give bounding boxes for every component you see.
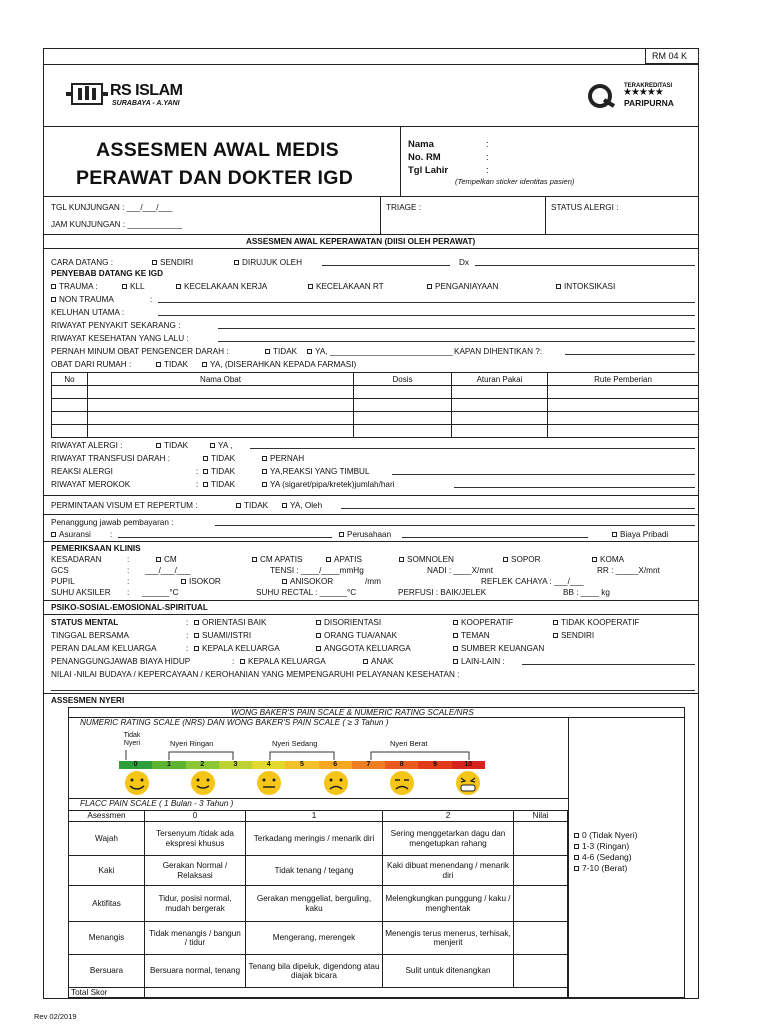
cm-apatis-option[interactable]: CM APATIS	[252, 556, 302, 564]
reaksi-tidak[interactable]: TIDAK	[203, 468, 235, 476]
colon: :	[186, 631, 189, 640]
row-score-1[interactable]: Terkadang meringis / menarik diri	[246, 822, 383, 856]
colon: :	[486, 165, 489, 176]
table-row	[69, 822, 568, 856]
row-score-0[interactable]: Tidak menangis / bangun / tidur	[145, 922, 246, 955]
flacc-col-1: 1	[246, 811, 383, 822]
refleks-field[interactable]: REFLEK CAHAYA : ___/___	[481, 577, 584, 586]
pembayaran-label: Penanggung jawab pembayaran :	[51, 518, 174, 527]
tidak-kooperatif-option[interactable]: TIDAK KOOPERATIF	[553, 619, 640, 627]
merokok-tidak[interactable]: TIDAK	[203, 481, 235, 489]
penganiayaan-option[interactable]: PENGANIAYAAN	[427, 283, 498, 291]
divider	[43, 614, 699, 615]
cara-datang-label: CARA DATANG :	[51, 258, 114, 267]
pj-lain-field[interactable]	[522, 657, 695, 665]
koma-option[interactable]: KOMA	[592, 556, 624, 564]
dirujuk-field[interactable]	[322, 258, 450, 266]
pengencer-ya[interactable]: YA, ___________________________	[307, 348, 453, 356]
legend-item[interactable]: 0 (Tidak Nyeri)	[574, 830, 637, 841]
legend-item[interactable]: 7-10 (Berat)	[574, 863, 637, 874]
hospital-logo-icon	[66, 80, 108, 108]
table-row	[69, 955, 568, 988]
row-name: Menangis	[69, 922, 145, 955]
table-row	[69, 922, 568, 955]
non-trauma-field[interactable]	[158, 295, 695, 303]
apatis-option[interactable]: APATIS	[326, 556, 362, 564]
alergi-ya[interactable]: YA ,	[210, 442, 232, 450]
riwayat-alergi-label: RIWAYAT ALERGI :	[51, 441, 123, 450]
nrs-bar	[119, 761, 485, 769]
tgl-kunjungan: TGL KUNJUNGAN : ___/___/___	[51, 203, 173, 212]
keluhan-field[interactable]	[158, 308, 695, 316]
row-nilai[interactable]	[514, 922, 568, 955]
trauma-option[interactable]: TRAUMA :	[51, 283, 98, 291]
perusahaan-option[interactable]: Perusahaan	[339, 531, 391, 539]
face-hurt-icon	[390, 771, 414, 795]
perusahaan-field[interactable]	[402, 530, 588, 538]
alergi-field[interactable]	[250, 441, 695, 449]
pj-label: PENANGGUNGJAWAB BIAYA HIDUP	[51, 657, 191, 666]
nilai-label: NILAI -NILAI BUDAYA / KEPERCAYAAN / KEROHANIAN YANG MEMPENGARUHI PELAYANAN KESEHATAN :	[51, 670, 460, 679]
flacc-table	[68, 810, 568, 999]
nrs-cell: 2	[186, 761, 219, 769]
patient-norm-label: No. RM	[408, 152, 441, 163]
obat-col-rute: Rute Pemberian	[548, 373, 699, 386]
asuransi-field[interactable]	[118, 530, 332, 538]
section-keperawatan: ASSESMEN AWAL KEPERAWATAN (DIISI OLEH PERAWAT)	[246, 237, 476, 246]
jam-kunjungan: JAM KUNJUNGAN : ____________	[51, 220, 183, 229]
divider	[568, 717, 569, 998]
colon: :	[186, 644, 189, 653]
obat-col-dosis: Dosis	[354, 373, 452, 386]
obat-ya[interactable]: YA, (DISERAHKAN KEPADA FARMASI)	[202, 361, 356, 369]
colon: :	[127, 555, 130, 564]
nrs-cell: 0	[119, 761, 152, 769]
kll-option[interactable]: KLL	[122, 283, 145, 291]
pengencer-tidak[interactable]: TIDAK	[265, 348, 297, 356]
intoksikasi-option[interactable]: INTOKSIKASI	[556, 283, 615, 291]
divider	[43, 234, 699, 235]
face-neutral-icon	[257, 771, 281, 795]
suami-option[interactable]: SUAMI/ISTRI	[194, 632, 251, 640]
penyebab-title: PENYEBAB DATANG KE IGD	[51, 269, 164, 278]
visum-label: PERMINTAAN VISUM ET REPERTUM :	[51, 501, 198, 510]
divider	[43, 600, 699, 601]
obat-col-nama: Nama Obat	[88, 373, 354, 386]
nyeri-legend	[574, 830, 637, 874]
table-row	[69, 886, 568, 922]
row-score-2[interactable]: Sering menggetarkan dagu dan mengetupkan rahang	[383, 822, 514, 856]
kapan-label: KAPAN DIHENTIKAN ?:	[454, 347, 543, 356]
row-score-2[interactable]: Kaki dibuat menendang / menarik diri	[383, 856, 514, 886]
page-title-line1: ASSESMEN AWAL MEDIS	[96, 139, 339, 161]
suhu-rectal-field[interactable]: SUHU RECTAL : ______°C	[256, 588, 357, 597]
page-title-line2: PERAWAT DAN DOKTER IGD	[76, 167, 354, 189]
accreditation-logo-icon	[586, 84, 618, 108]
row-score-0[interactable]: Tersenyum /tidak ada ekspresi khusus	[145, 822, 246, 856]
colon: :	[127, 588, 130, 597]
gcs-label: GCS	[51, 566, 69, 575]
transfusi-label: RIWAYAT TRANSFUSI DARAH :	[51, 454, 171, 463]
nrs-cell: 8	[385, 761, 418, 769]
flacc-col-nilai: Nilai	[514, 811, 568, 822]
row-score-1[interactable]: Tenang bila dipeluk, digendong atau diajak bicara	[246, 955, 383, 988]
colon: :	[232, 657, 235, 666]
reaksi-ya[interactable]: YA,REAKSI YANG TIMBUL	[262, 468, 370, 476]
pj-lain-option[interactable]: LAIN-LAIN :	[453, 658, 505, 666]
disorientasi-option[interactable]: DISORIENTASI	[316, 619, 381, 627]
suhu-aksiler-field[interactable]: ______°C	[142, 588, 179, 597]
visum-tidak[interactable]: TIDAK	[236, 502, 268, 510]
colon: :	[486, 139, 489, 150]
nrs-cell: 4	[252, 761, 285, 769]
kesadaran-label: KESADARAN	[51, 555, 102, 564]
accreditation-line2: PARIPURNA	[624, 98, 674, 108]
patient-nama-label: Nama	[408, 139, 434, 150]
row-score-2[interactable]: Melengkungkan punggung / kaku / menghentak	[383, 886, 514, 922]
colon: :	[186, 618, 189, 627]
colon: :	[150, 295, 153, 304]
row-name: Aktifitas	[69, 886, 145, 922]
divider	[43, 64, 699, 65]
nrs-cell: 6	[319, 761, 352, 769]
merokok-label: RIWAYAT MEROKOK	[51, 480, 131, 489]
perfusi-field[interactable]: PERFUSI : BAIK/JELEK	[398, 588, 487, 597]
reaksi-label: REAKSI ALERGI	[51, 467, 113, 476]
form-code: RM 04 K	[652, 51, 688, 61]
colon: :	[127, 577, 130, 586]
flacc-col-asessmen: Asessmen	[69, 811, 145, 822]
rps-label: RIWAYAT PENYAKIT SEKARANG :	[51, 321, 181, 330]
divider	[400, 126, 401, 196]
divider	[43, 514, 699, 515]
nyeri-ringan-label: Nyeri Ringan	[170, 739, 214, 748]
klinis-title: PEMERIKSAAN KLINIS	[51, 544, 141, 553]
table-row	[69, 988, 568, 999]
face-crying-icon	[456, 771, 480, 795]
kapan-field[interactable]	[565, 347, 695, 355]
obat-tidak[interactable]: TIDAK	[156, 361, 188, 369]
colon: :	[110, 530, 113, 539]
transfusi-tidak[interactable]: TIDAK	[203, 455, 235, 463]
nrs-cell: 9	[418, 761, 451, 769]
row-nilai[interactable]	[514, 955, 568, 988]
colon: :	[196, 480, 199, 489]
mm-label: /mm	[365, 577, 381, 586]
alergi-tidak[interactable]: TIDAK	[156, 442, 188, 450]
bb-field[interactable]: BB : ____ kg	[563, 588, 610, 597]
flacc-title: FLACC PAIN SCALE ( 1 Bulan - 3 Tahun )	[80, 799, 234, 808]
tidak-nyeri-label: Tidak Nyeri	[123, 732, 141, 748]
non-trauma-option[interactable]: NON TRAUMA	[51, 296, 114, 304]
patient-tgl-label: Tgl Lahir	[408, 165, 449, 176]
tinggal-label: TINGGAL BERSAMA	[51, 631, 129, 640]
kooperatif-option[interactable]: KOOPERATIF	[453, 619, 513, 627]
row-score-2[interactable]: Menengis terus menerus, terhisak, menjerit	[383, 922, 514, 955]
rkl-field[interactable]	[218, 334, 695, 342]
suhu-aksiler-label: SUHU AKSILER	[51, 588, 111, 597]
dx-label: Dx	[459, 258, 470, 267]
divider	[43, 693, 699, 694]
divider	[380, 196, 381, 234]
table-row[interactable]	[52, 386, 699, 399]
pembayaran-field[interactable]	[215, 518, 695, 526]
nyeri-berat-label: Nyeri Berat	[390, 739, 428, 748]
merokok-field[interactable]	[454, 480, 695, 488]
anggota-option[interactable]: ANGGOTA KELUARGA	[316, 645, 411, 653]
row-name: Kaki	[69, 856, 145, 886]
divider	[43, 541, 699, 542]
merokok-ya[interactable]: YA (sigaret/pipa/kretek)jumlah/hari	[262, 481, 395, 489]
anisokor-option[interactable]: ANISOKOR	[282, 578, 333, 586]
table-row[interactable]	[52, 412, 699, 425]
divider	[43, 495, 699, 496]
pupil-label: PUPIL	[51, 577, 75, 586]
row-score-0[interactable]: Bersuara normal, tenang	[145, 955, 246, 988]
obat-label: OBAT DARI RUMAH :	[51, 360, 132, 369]
rps-field[interactable]	[218, 321, 695, 329]
legend-item[interactable]: 4-6 (Sedang)	[574, 852, 637, 863]
rkl-label: RIWAYAT KESEHATAN YANG LALU :	[51, 334, 189, 343]
pengencer-label: PERNAH MINUM OBAT PENGENCER DARAH :	[51, 347, 229, 356]
cara-dirujuk[interactable]: DIRUJUK OLEH	[234, 259, 302, 267]
row-score-0[interactable]: Gerakan Normal / Relaksasi	[145, 856, 246, 886]
gcs-value[interactable]: ___/___/___	[145, 566, 191, 575]
colon: :	[486, 152, 489, 163]
sticker-note: (Tempelkan sticker identitas pasien)	[455, 177, 575, 186]
nyeri-brackets	[110, 748, 490, 762]
accreditation-stars: ★★★★★	[623, 87, 663, 98]
nrs-cell: 5	[285, 761, 318, 769]
status-mental-label: STATUS MENTAL	[51, 618, 119, 627]
nadi-field[interactable]: NADI : ____X/mnt	[427, 566, 493, 575]
sumber-option[interactable]: SUMBER KEUANGAN	[453, 645, 544, 653]
table-row[interactable]	[52, 399, 699, 412]
row-name: Wajah	[69, 822, 145, 856]
faces	[110, 770, 490, 798]
nrs-title: NUMERIC RATING SCALE (NRS) DAN WONG BAKER'S PAIN SCALE ( ≥ 3 Tahun )	[80, 718, 389, 727]
nilai-field[interactable]	[51, 683, 695, 691]
pj-anak-option[interactable]: ANAK	[363, 658, 393, 666]
sopor-option[interactable]: SOPOR	[503, 556, 541, 564]
flacc-col-2: 2	[383, 811, 514, 822]
table-row	[69, 856, 568, 886]
transfusi-pernah[interactable]: PERNAH	[262, 455, 304, 463]
row-score-1[interactable]: Mengerang, merengek	[246, 922, 383, 955]
psiko-title: PSIKO-SOSIAL-EMOSIONAL-SPIRITUAL	[51, 603, 208, 612]
face-sad-icon	[324, 771, 348, 795]
row-score-1[interactable]: Tidak tenang / tegang	[246, 856, 383, 886]
somnolen-option[interactable]: SOMNOLEN	[399, 556, 454, 564]
visum-ya[interactable]: YA, Oleh	[282, 502, 322, 510]
isokor-option[interactable]: ISOKOR	[181, 578, 221, 586]
revision-label: Rev 02/2019	[34, 1012, 77, 1021]
total-skor-value[interactable]	[145, 988, 568, 999]
triage-label: TRIAGE :	[386, 203, 422, 212]
nrs-cell: 1	[152, 761, 185, 769]
kecelakaan-rt-option[interactable]: KECELAKAAN RT	[308, 283, 384, 291]
ortu-option[interactable]: ORANG TUA/ANAK	[316, 632, 397, 640]
hospital-name: RS ISLAM	[110, 82, 183, 99]
tensi-field[interactable]: TENSI : ____/____mmHg	[270, 566, 364, 575]
row-nilai[interactable]	[514, 822, 568, 856]
accreditation-line1: TERAKREDITASI	[624, 83, 673, 89]
peran-label: PERAN DALAM KELUARGA	[51, 644, 157, 653]
cara-sendiri[interactable]: SENDIRI	[152, 259, 193, 267]
face-slight-icon	[191, 771, 215, 795]
cm-option[interactable]: CM	[156, 556, 177, 564]
divider	[43, 196, 699, 197]
colon: :	[196, 467, 199, 476]
face-happy-icon	[125, 771, 149, 795]
hospital-sub: SURABAYA - A.YANI	[112, 100, 180, 107]
row-nilai[interactable]	[514, 886, 568, 922]
nrs-cell: 3	[219, 761, 252, 769]
row-nilai[interactable]	[514, 856, 568, 886]
nyeri-title: ASSESMEN NYERI	[51, 696, 125, 705]
reaksi-field[interactable]	[392, 467, 695, 475]
keluhan-label: KELUHAN UTAMA :	[51, 308, 125, 317]
teman-option[interactable]: TEMAN	[453, 632, 490, 640]
flacc-col-0: 0	[145, 811, 246, 822]
kecelakaan-kerja-option[interactable]: KECELAKAAN KERJA	[176, 283, 267, 291]
orientasi-option[interactable]: ORIENTASI BAIK	[194, 619, 266, 627]
row-score-2[interactable]: Sulit untuk ditenangkan	[383, 955, 514, 988]
row-score-0[interactable]: Tidur, posisi normal, mudah bergerak	[145, 886, 246, 922]
divider	[545, 196, 546, 234]
divider	[43, 248, 699, 249]
total-skor-label: Total Skor	[69, 988, 145, 999]
nyeri-scale-title: WONG BAKER'S PAIN SCALE & NUMERIC RATING SCALE/NRS	[231, 708, 474, 717]
obat-col-no: No	[52, 373, 88, 386]
pj-kepala-option[interactable]: KEPALA KELUARGA	[240, 658, 326, 666]
obat-col-aturan: Aturan Pakai	[452, 373, 548, 386]
row-score-1[interactable]: Gerakan menggeliat, berguling, kaku	[246, 886, 383, 922]
nyeri-sedang-label: Nyeri Sedang	[272, 739, 318, 748]
nrs-cell: 10	[452, 761, 485, 769]
asuransi-option[interactable]: Asuransi	[51, 531, 91, 539]
legend-item[interactable]: 1-3 (Ringan)	[574, 841, 637, 852]
visum-field[interactable]	[341, 501, 695, 509]
status-alergi-label: STATUS ALERGI :	[551, 203, 619, 212]
nrs-cell: 7	[352, 761, 385, 769]
kepala-option[interactable]: KEPALA KELUARGA	[194, 645, 280, 653]
dx-field[interactable]	[475, 258, 695, 266]
rr-field[interactable]: RR : _____X/mnt	[597, 566, 660, 575]
divider	[43, 126, 699, 127]
row-name: Bersuara	[69, 955, 145, 988]
obat-table	[51, 372, 699, 438]
table-row[interactable]	[52, 425, 699, 438]
pribadi-option[interactable]: Biaya Pribadi	[612, 531, 668, 539]
sendiri-option[interactable]: SENDIRI	[553, 632, 594, 640]
colon: :	[127, 566, 130, 575]
